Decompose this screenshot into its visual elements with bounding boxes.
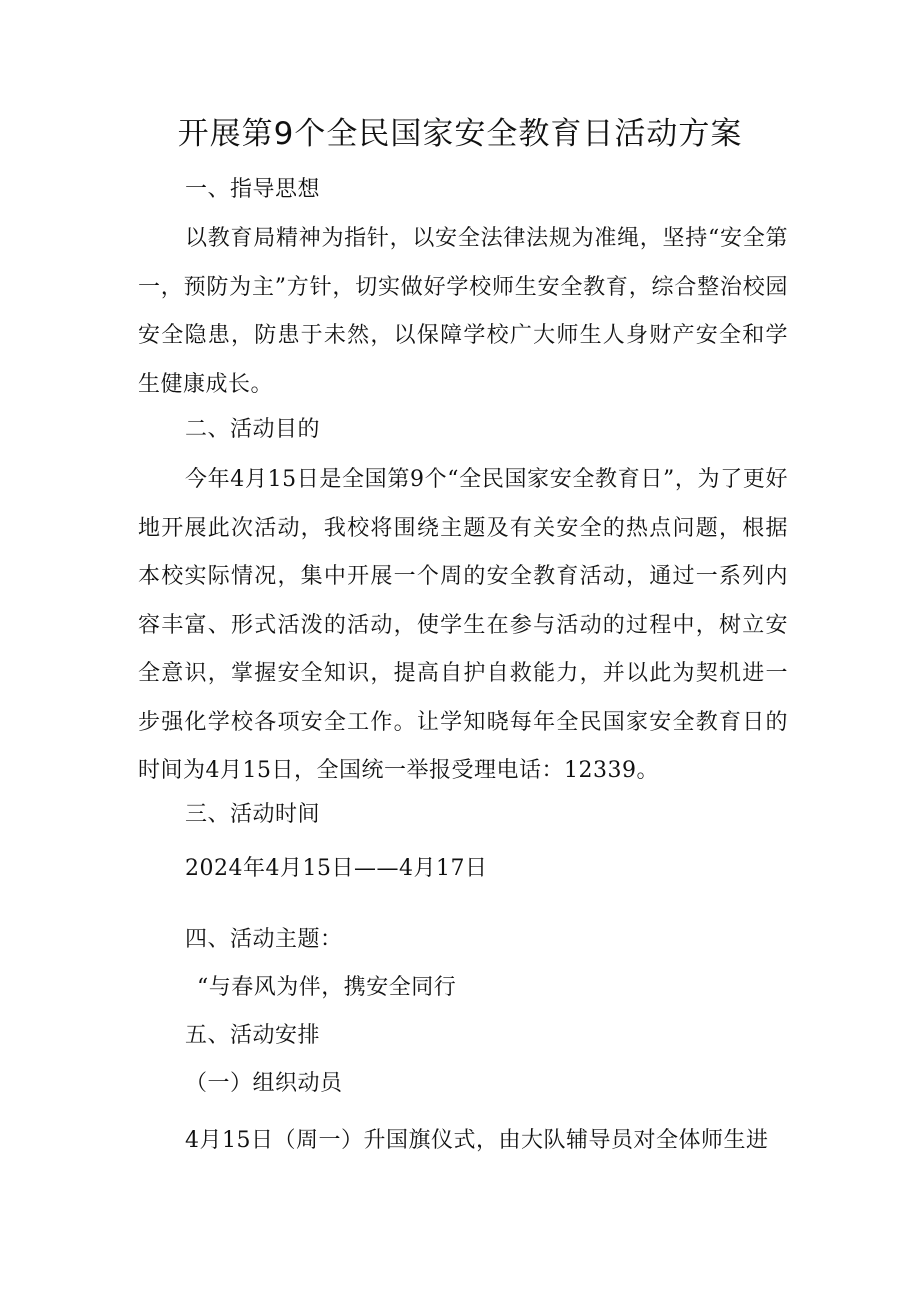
section-body-activity-time: 2024年4月15日——4月17日 xyxy=(185,856,488,881)
section-subheading-mobilization: （一）组织动员 xyxy=(185,1071,343,1096)
section-heading-activity-purpose: 二、活动目的 xyxy=(185,417,321,442)
section-body-activity-purpose: 今年4月15日是全国第9个“全民国家安全教育日”，为了更好地开展此次活动，我校将围绕主题及有关安全的热点问题，根据本校实际情况，集中开展一个周的安全教育活动，通过一系列内容丰富、形式活泼的活动，使学生在参与活动的过程中，树立安全意识，掌握安全知识，提高自护自救能力，并以此为契机进一步强化学校各项安全工作。让学知晓每年全民国家安全教育日的时间为4月15日，全国统一举报受理电话：12339。 xyxy=(138,467,788,783)
section-heading-activity-theme: 四、活动主题： xyxy=(185,927,343,952)
section-body-mobilization: 4月15日（周一）升国旗仪式，由大队辅导员对全体师生进 xyxy=(185,1128,769,1153)
section-heading-guiding-ideology: 一、指导思想 xyxy=(185,177,321,202)
section-heading-activity-arrangement: 五、活动安排 xyxy=(185,1023,321,1048)
section-heading-activity-time: 三、活动时间 xyxy=(185,802,321,827)
section-body-activity-theme: “与春风为伴，携安全同行 xyxy=(197,975,457,1000)
document-title: 开展第9个全民国家安全教育日活动方案 xyxy=(177,116,743,152)
section-body-guiding-ideology: 以教育局精神为指针，以安全法律法规为准绳，坚持“安全第一，预防为主”方针，切实做好学校师生安全教育，综合整治校园安全隐患，防患于未然，以保障学校广大师生人身财产安全和学生健康成长。 xyxy=(138,226,788,397)
